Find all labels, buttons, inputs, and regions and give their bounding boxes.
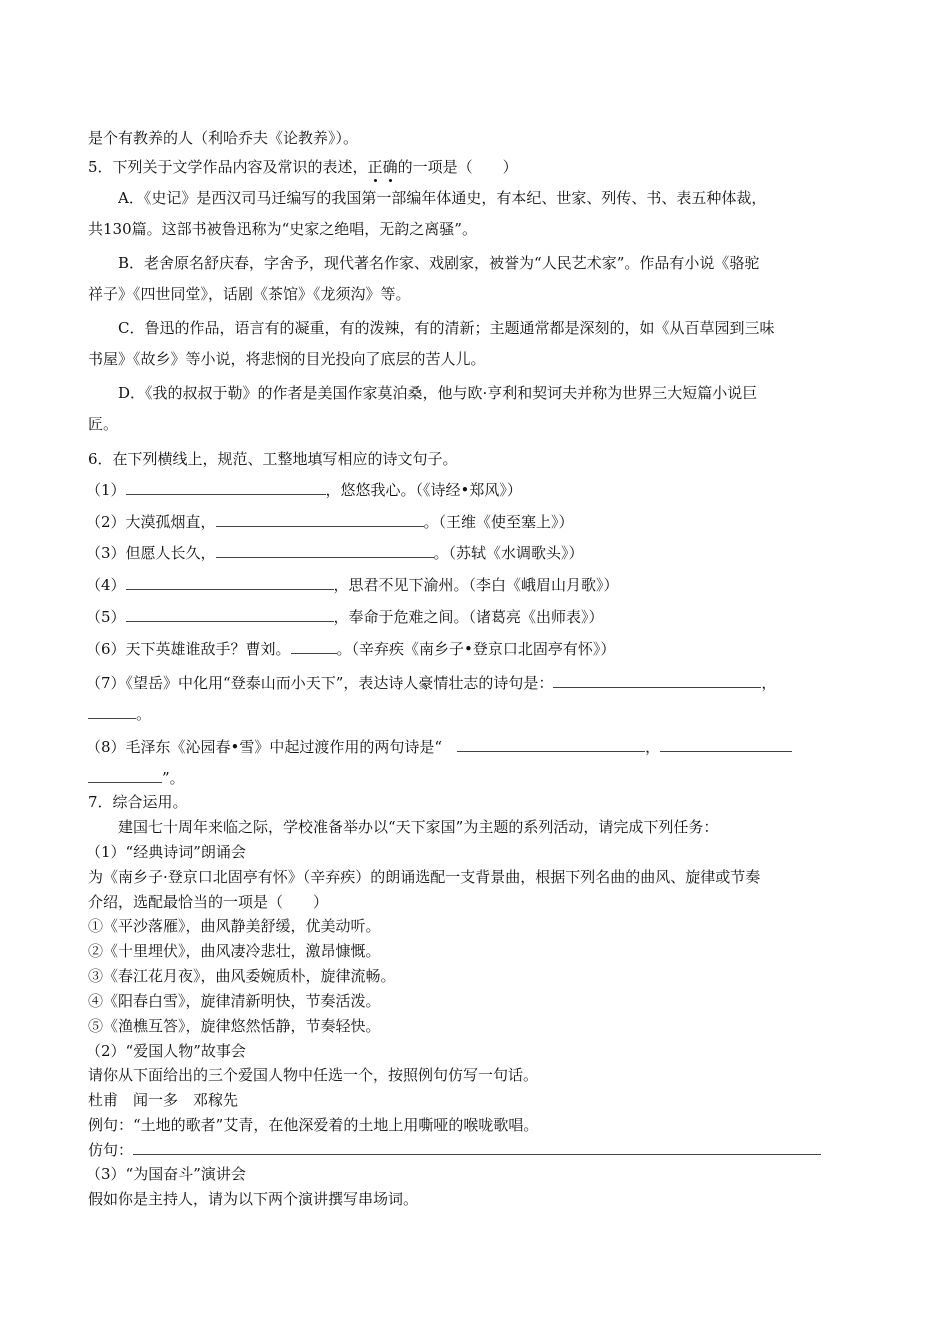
text-fragment: （4） [86, 576, 126, 594]
answer-blank[interactable] [553, 673, 761, 688]
text-fragment: （3）但愿人长久， [86, 544, 216, 562]
task-1-text: 为《南乡子·登京口北固亭有怀》（辛弃疾）的朗诵选配一支背景曲，根据下列名曲的曲风、旋律或节奏 [88, 868, 761, 886]
text-fragment: ，奉命于危难之间。（诸葛亮《出师表》） [333, 608, 604, 626]
answer-blank[interactable] [126, 575, 334, 590]
text-fragment: ，思君不见下渝州。（李白《峨眉山月歌》） [333, 576, 619, 594]
text-fragment: （5） [86, 608, 126, 626]
option-b: B．老舍原名舒庆春，字舍予，现代著名作家、戏剧家，被誉为“人民艺术家”。作品有小说《骆驼 [118, 254, 760, 272]
fill-item-7-cont [88, 704, 151, 724]
fill-item-1 [86, 480, 522, 500]
music-option-3: ③《春江花月夜》，曲风委婉质朴，旋律流畅。 [88, 967, 396, 985]
emphasis-dot-char: 正 [367, 158, 383, 176]
fill-item-7 [86, 673, 776, 693]
task-3-title: （3）“为国奋斗”演讲会 [86, 1165, 246, 1183]
text-fragment: 。（王维《使至塞上》） [423, 513, 574, 531]
task-2-text: 请你从下面给出的三个爱国人物中任选一个，按照例句仿写一句话。 [88, 1066, 539, 1084]
music-option-2: ②《十里埋伏》，曲风凄冷悲壮，激昂慷慨。 [88, 942, 381, 960]
option-d-cont: 匠。 [88, 415, 119, 433]
question-5-stem [88, 157, 518, 177]
fill-item-2 [86, 512, 574, 532]
option-d: D．《我的叔叔于勒》的作者是美国作家莫泊桑，他与欧·亨利和契诃夫并称为世界三大短篇小说巨 [118, 384, 758, 402]
task-2-names: 杜甫 闻一多 邓稼先 [88, 1091, 239, 1109]
music-option-4: ④《阳春白雪》，旋律清新明快，节奏活泼。 [88, 992, 381, 1010]
music-option-1: ①《平沙落雁》，曲风静美舒缓，优美动听。 [88, 917, 381, 935]
fill-item-8 [86, 737, 792, 757]
task-1-text-cont: 介绍，选配最恰当的一项是（ ） [88, 893, 329, 911]
text-fragment: ，悠悠我心。（《诗经•郑风》） [325, 481, 522, 499]
text-fragment: 仿句： [88, 1141, 134, 1159]
text-fragment: （2）大漠孤烟直， [86, 513, 216, 531]
text-fragment: （1） [86, 481, 126, 499]
text-fragment: 的一项是（ ） [397, 158, 518, 176]
answer-blank[interactable] [126, 607, 334, 622]
question-6-stem: 6．在下列横线上，规范、工整地填写相应的诗文句子。 [88, 450, 458, 468]
fill-item-4 [86, 575, 619, 595]
question-7-stem: 7．综合运用。 [88, 793, 188, 811]
text-fragment: ， [645, 738, 661, 756]
text-fragment: （7）《望岳》中化用“登泰山而小天下”，表达诗人豪情壮志的诗句是： [86, 674, 554, 692]
fill-item-5 [86, 607, 604, 627]
text-fragment: 。 [136, 705, 152, 723]
task-2-title: （2）“爱国人物”故事会 [86, 1042, 246, 1060]
answer-blank[interactable] [88, 768, 162, 783]
answer-blank[interactable] [88, 704, 136, 719]
text-fragment: （6）天下英雄谁敌手？曹刘。 [86, 640, 291, 658]
answer-blank[interactable] [126, 480, 326, 495]
text-fragment: 。（辛弃疾《南乡子•登京口北固亭有怀》） [336, 640, 616, 658]
answer-blank[interactable] [133, 1140, 821, 1155]
text-fragment: 5．下列关于文学作品内容及常识的表述， [88, 158, 368, 176]
option-c: C．鲁迅的作品，语言有的凝重，有的泼辣，有的清新；主题通常都是深刻的，如《从百草园到三味 [118, 319, 775, 337]
fill-item-3 [86, 543, 584, 563]
option-b-cont: 祥子》《四世同堂》，话剧《茶馆》《龙须沟》等。 [88, 285, 411, 303]
answer-blank[interactable] [457, 737, 645, 752]
fill-item-6 [86, 639, 615, 659]
text-fragment: ”。 [162, 769, 185, 787]
answer-blank[interactable] [216, 543, 434, 558]
option-a-cont: 共130篇。这部书被鲁迅称为“史家之绝唱，无韵之离骚”。 [88, 220, 477, 238]
question-7-intro: 建国七十周年来临之际，学校准备举办以“天下家国”为主题的系列活动，请完成下列任务： [118, 818, 719, 836]
emphasis-dot-char: 确 [382, 158, 398, 176]
fill-item-8-cont [88, 768, 185, 788]
task-1-title: （1）“经典诗词”朗诵会 [86, 843, 246, 861]
text-line: 是个有教养的人（利哈乔夫《论教养》）。 [88, 129, 359, 147]
task-2-example: 例句：“土地的歌者”艾青，在他深爱着的土地上用嘶哑的喉咙歌唱。 [88, 1116, 539, 1134]
task-2-imitation [88, 1140, 821, 1160]
text-fragment: 。（苏轼《水调歌头》） [433, 544, 584, 562]
music-option-5: ⑤《渔樵互答》，旋律悠然恬静，节奏轻快。 [88, 1017, 381, 1035]
text-fragment: ， [761, 674, 777, 692]
task-3-text: 假如你是主持人，请为以下两个演讲撰写串场词。 [88, 1190, 419, 1208]
answer-blank[interactable] [216, 512, 424, 527]
text-fragment: （8）毛泽东《沁园春•雪》中起过渡作用的两句诗是“ [86, 738, 458, 756]
option-c-cont: 书屋》《故乡》等小说，将悲悯的目光投向了底层的苦人儿。 [88, 350, 486, 368]
option-a: A．《史记》是西汉司马迁编写的我国第一部编年体通史，有本纪、世家、列传、书、表五种体裁， [118, 189, 767, 207]
answer-blank[interactable] [291, 639, 337, 654]
answer-blank[interactable] [660, 737, 792, 752]
